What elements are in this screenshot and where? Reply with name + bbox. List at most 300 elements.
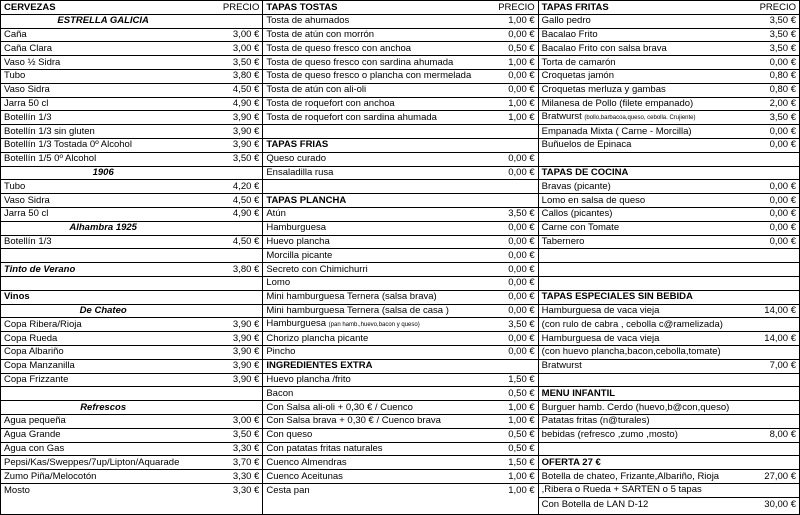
item-name xyxy=(539,208,742,221)
item-name xyxy=(1,15,205,28)
item-price: 3,50 € xyxy=(769,111,796,123)
item-price: 0,00 € xyxy=(508,346,535,358)
item-name-text: Botella de chateo, Frizante,Albariño, Rioja xyxy=(541,470,720,482)
item-name-text: TAPAS TOSTAS xyxy=(266,1,338,13)
item-price: 3,30 € xyxy=(232,443,260,454)
brand-heading-row xyxy=(1,401,262,415)
item-price: 0,00 € xyxy=(769,208,796,220)
item-name xyxy=(1,222,205,235)
item-price: 0,00 € xyxy=(508,167,535,179)
section-heading-row xyxy=(539,291,799,305)
item-name-text: Con Salsa ali-oli + 0,30 € / Cuenco xyxy=(266,401,413,413)
item-name-text: Hamburguesa xyxy=(266,318,327,329)
item-price: 0,00 € xyxy=(508,249,535,261)
item-price: 3,50 € xyxy=(769,15,796,27)
item-name xyxy=(1,470,205,483)
item-name xyxy=(1,84,205,97)
item-name xyxy=(263,429,480,442)
item-name xyxy=(1,429,205,442)
item-name xyxy=(263,415,480,428)
menu-item-row xyxy=(263,29,537,43)
item-name-text: Lomo xyxy=(266,277,291,289)
menu-item-row xyxy=(263,249,537,263)
item-price: 3,90 € xyxy=(232,111,260,123)
item-name-text: Mosto xyxy=(4,484,30,496)
item-price: 0,00 € xyxy=(508,222,535,234)
menu-item-row xyxy=(539,249,799,263)
item-name-text: Croquetas merluza y gambas xyxy=(541,84,666,96)
item-name-text: Bratwurst xyxy=(541,360,582,372)
menu-item-row xyxy=(1,332,262,346)
item-name-text: Copa Rueda xyxy=(4,332,58,344)
column-tapas-tostas xyxy=(263,1,538,514)
item-name xyxy=(539,360,742,373)
section-heading-row xyxy=(539,167,799,181)
item-name xyxy=(539,470,742,483)
item-name-text: (con rulo de cabra , cebolla c@ramelizada) xyxy=(541,318,723,330)
item-name xyxy=(1,1,205,14)
item-name xyxy=(539,180,742,193)
item-name-text: Vinos xyxy=(4,291,30,303)
menu-item-row xyxy=(1,346,262,360)
item-name xyxy=(539,56,742,69)
item-name-text: Tabernero xyxy=(541,236,585,248)
item-price: 1,00 € xyxy=(508,415,535,427)
item-price: 0,80 € xyxy=(769,70,796,82)
item-name-text: Refrescos xyxy=(80,401,127,413)
item-price: 14,00 € xyxy=(764,332,796,344)
item-name xyxy=(263,401,480,414)
price-header: PRECIO xyxy=(222,1,260,13)
menu-item-row xyxy=(263,98,537,112)
item-name xyxy=(263,318,480,332)
menu-item-row xyxy=(539,180,799,194)
item-price: 3,50 € xyxy=(769,42,796,54)
menu-item-row xyxy=(539,111,799,125)
menu-item-row xyxy=(1,125,262,139)
item-name-text: TAPAS FRITAS xyxy=(541,1,609,13)
item-name-text: ESTRELLA GALICIA xyxy=(57,15,149,27)
item-price: 4,90 € xyxy=(232,98,260,110)
brand-heading-row xyxy=(1,167,262,181)
menu-item-row xyxy=(539,360,799,374)
menu-item-row xyxy=(263,277,537,291)
item-name-text: Caña Clara xyxy=(4,42,53,54)
menu-item-row xyxy=(1,29,262,43)
item-price: 3,30 € xyxy=(232,484,260,496)
item-name xyxy=(539,167,742,180)
item-name xyxy=(263,443,480,456)
item-name xyxy=(1,125,205,138)
item-name xyxy=(1,42,205,55)
item-name xyxy=(1,456,205,469)
item-price: 3,90 € xyxy=(232,360,260,372)
item-price: 0,00 € xyxy=(508,305,535,317)
item-name-text: TAPAS DE COCINA xyxy=(541,167,629,179)
menu-item-row xyxy=(539,443,799,457)
item-name xyxy=(1,98,205,111)
item-name-text: Lomo en salsa de queso xyxy=(541,194,646,206)
menu-item-row xyxy=(263,415,537,429)
item-price: 3,50 € xyxy=(232,429,260,441)
menu-item-row xyxy=(263,263,537,277)
menu-item-row xyxy=(263,456,537,470)
item-name-text: Copa Manzanilla xyxy=(4,360,75,372)
menu-item-row xyxy=(263,42,537,56)
item-name-text: Mini hamburguesa Ternera (salsa de casa ) xyxy=(266,305,449,317)
section-heading-row xyxy=(539,387,799,401)
menu-item-row xyxy=(1,139,262,153)
section-heading-row xyxy=(1,291,262,305)
item-name xyxy=(539,222,742,235)
menu-item-row xyxy=(1,84,262,98)
item-name-text: Caña xyxy=(4,29,27,41)
item-name xyxy=(263,139,480,152)
item-name xyxy=(263,291,480,304)
item-price: 1,00 € xyxy=(508,401,535,413)
item-name-text: Atún xyxy=(266,208,286,220)
item-name-text: Tosta de queso fresco con sardina ahumada xyxy=(266,56,454,68)
item-name xyxy=(1,180,205,193)
item-price: 0,00 € xyxy=(769,194,796,206)
item-name xyxy=(539,111,742,125)
brand-heading-row xyxy=(1,15,262,29)
item-price: 0,00 € xyxy=(508,70,535,82)
item-price: 3,30 € xyxy=(232,470,260,482)
column-drinks xyxy=(1,1,263,514)
item-name-text: Agua Grande xyxy=(4,429,61,441)
item-name xyxy=(263,346,480,359)
menu-item-row xyxy=(539,263,799,277)
menu-item-row xyxy=(539,42,799,56)
item-name-text: Copa Ribera/Rioja xyxy=(4,318,82,330)
item-price: 0,00 € xyxy=(508,153,535,165)
item-name-text: Patatas fritas (n@turales) xyxy=(541,415,650,427)
item-name-text: OFERTA 27 € xyxy=(541,456,601,468)
item-name xyxy=(1,194,205,207)
item-name xyxy=(263,374,480,387)
menu-item-row xyxy=(539,277,799,291)
item-price: 0,00 € xyxy=(508,236,535,248)
item-price: 4,50 € xyxy=(232,236,260,248)
menu-item-row xyxy=(539,346,799,360)
item-name xyxy=(539,415,742,428)
menu-item-row xyxy=(263,208,537,222)
menu-item-row xyxy=(539,194,799,208)
item-name-text: Jarra 50 cl xyxy=(4,98,49,110)
item-name xyxy=(263,222,480,235)
menu-item-row xyxy=(263,346,537,360)
item-price: 1,00 € xyxy=(508,111,535,123)
item-name-text: Tosta de roquefort con sardina ahumada xyxy=(266,111,437,123)
item-price: 3,00 € xyxy=(232,415,260,427)
menu-item-row xyxy=(1,194,262,208)
item-name-text: Bacalao Frito xyxy=(541,29,598,41)
item-name xyxy=(1,153,205,166)
item-name-text: Botellín 1/3 xyxy=(4,236,52,248)
menu-item-row xyxy=(1,374,262,388)
menu-item-row xyxy=(263,291,537,305)
item-name xyxy=(539,332,742,345)
item-name-text: Tubo xyxy=(4,180,26,192)
item-name-text: CERVEZAS xyxy=(4,1,56,13)
menu-item-row xyxy=(1,443,262,457)
item-price: 1,00 € xyxy=(508,15,535,27)
item-price: 3,50 € xyxy=(508,208,535,220)
item-name xyxy=(1,346,205,359)
item-name xyxy=(1,318,205,331)
item-price: 1,00 € xyxy=(508,484,535,496)
item-price: 3,80 € xyxy=(232,263,260,275)
menu-item-row xyxy=(263,70,537,84)
menu-item-row xyxy=(263,401,537,415)
item-name-text: Ensaladilla rusa xyxy=(266,167,334,179)
menu-item-row xyxy=(263,318,537,332)
item-name xyxy=(263,98,480,111)
menu-item-row xyxy=(539,470,799,484)
brand-heading-row xyxy=(1,305,262,319)
item-name xyxy=(539,194,742,207)
item-name-text: Chorizo plancha picante xyxy=(266,332,369,344)
menu-item-row xyxy=(263,236,537,250)
item-price: 0,00 € xyxy=(508,291,535,303)
menu-item-row xyxy=(539,415,799,429)
item-price: 1,50 € xyxy=(508,456,535,468)
item-name-text: Botellín 1/3 Tostada 0º Alcohol xyxy=(4,139,132,151)
item-name-text: Con queso xyxy=(266,429,313,441)
item-name xyxy=(539,98,742,111)
item-price: 1,00 € xyxy=(508,98,535,110)
section-heading-row xyxy=(263,360,537,374)
item-name-text: Botellín 1/3 sin gluten xyxy=(4,125,95,137)
item-name-text: Gallo pedro xyxy=(541,15,591,27)
item-name xyxy=(263,456,480,469)
item-name-text: Secreto con Chimichurri xyxy=(266,263,368,275)
menu-item-row xyxy=(263,56,537,70)
item-name-text: Tosta de atún con ali-oli xyxy=(266,84,367,96)
item-name xyxy=(263,387,480,400)
item-name-text: Buñuelos de Epinaca xyxy=(541,139,632,151)
item-name xyxy=(539,305,742,318)
item-price: 3,90 € xyxy=(232,374,260,386)
menu-item-row xyxy=(539,70,799,84)
menu-item-row xyxy=(263,167,537,181)
item-name xyxy=(539,125,742,138)
item-name-text: Hamburguesa de vaca vieja xyxy=(541,305,660,317)
item-name xyxy=(263,56,480,69)
item-price: 3,50 € xyxy=(232,56,260,68)
menu-item-row xyxy=(1,236,262,250)
menu-item-row xyxy=(263,470,537,484)
item-name xyxy=(539,29,742,42)
item-name xyxy=(263,208,480,221)
item-price: 0,00 € xyxy=(769,56,796,68)
item-name-text: Bratwurst xyxy=(541,111,582,122)
item-name xyxy=(1,56,205,69)
menu-item-row xyxy=(263,305,537,319)
item-price: 0,00 € xyxy=(769,236,796,248)
item-name xyxy=(1,484,205,498)
item-price: 8,00 € xyxy=(769,429,796,441)
item-price: 4,20 € xyxy=(232,180,260,192)
menu-item-row xyxy=(1,208,262,222)
menu-item-row xyxy=(1,277,262,291)
item-name xyxy=(263,111,480,124)
item-name-text: Jarra 50 cl xyxy=(4,208,49,220)
item-name xyxy=(1,443,205,456)
menu-item-row xyxy=(539,401,799,415)
item-name xyxy=(1,332,205,345)
menu-item-row xyxy=(1,180,262,194)
menu-item-row xyxy=(539,374,799,388)
menu-item-row xyxy=(263,180,537,194)
item-price: 3,90 € xyxy=(232,125,260,137)
item-name-text: Burguer hamb. Cerdo (huevo,b@con,queso) xyxy=(541,401,730,413)
item-name-text: Croquetas jamón xyxy=(541,70,615,82)
column-header-row xyxy=(1,1,262,15)
item-name-text: De Chateo xyxy=(79,305,127,317)
item-name-text: Tosta de queso fresco con anchoa xyxy=(266,42,412,54)
menu-item-row xyxy=(263,15,537,29)
item-price: 0,00 € xyxy=(508,84,535,96)
item-name-text: Hamburguesa xyxy=(266,222,327,234)
item-name-text: Cuenco Aceitunas xyxy=(266,470,343,482)
item-price: 3,90 € xyxy=(232,346,260,358)
item-name-text: Copa Frizzante xyxy=(4,374,69,386)
item-name-text: Callos (picantes) xyxy=(541,208,613,220)
item-name-text: Cuenco Almendras xyxy=(266,456,347,468)
item-price: 3,50 € xyxy=(232,153,260,165)
menu-item-row xyxy=(1,456,262,470)
item-name-text: Huevo plancha xyxy=(266,236,330,248)
menu-item-row xyxy=(1,470,262,484)
item-name-text: Bravas (picante) xyxy=(541,180,611,192)
item-price: 0,00 € xyxy=(769,139,796,151)
item-name-text: TAPAS ESPECIALES SIN BEBIDA xyxy=(541,291,693,303)
item-name-text: Botellín 1/5 0º Alcohol xyxy=(4,153,97,165)
menu-item-row xyxy=(539,153,799,167)
item-price: 0,50 € xyxy=(508,387,535,399)
item-name xyxy=(263,84,480,97)
item-name-text: Torta de camarón xyxy=(541,56,616,68)
menu-item-row xyxy=(539,56,799,70)
menu-item-row xyxy=(539,139,799,153)
menu-item-row xyxy=(539,318,799,332)
item-name xyxy=(263,153,480,166)
item-name-text: Bacon xyxy=(266,387,294,399)
item-name-text: Con Botella de LAN D-12 xyxy=(541,498,649,510)
item-price: 3,00 € xyxy=(232,29,260,41)
column-header-row xyxy=(539,1,799,15)
item-name xyxy=(263,277,480,290)
item-name xyxy=(1,263,205,276)
item-price: 0,50 € xyxy=(508,429,535,441)
item-name xyxy=(539,429,742,442)
item-name xyxy=(1,208,205,221)
item-price: 30,00 € xyxy=(764,498,796,510)
column-header-row xyxy=(263,1,537,15)
column-tapas-fritas xyxy=(539,1,799,514)
item-price: 4,90 € xyxy=(232,208,260,220)
item-name-text: Empanada Mixta ( Carne - Morcilla) xyxy=(541,125,692,137)
item-name xyxy=(539,291,742,304)
item-name xyxy=(539,456,742,469)
menu-item-row xyxy=(539,84,799,98)
brand-heading-row xyxy=(1,222,262,236)
item-price: 27,00 € xyxy=(764,470,796,482)
item-price: 3,80 € xyxy=(232,70,260,82)
brand-heading-row xyxy=(1,263,262,277)
item-name-text: Mini hamburguesa Ternera (salsa brava) xyxy=(266,291,437,303)
item-name xyxy=(263,42,480,55)
item-name-text: Tosta de atún con morrón xyxy=(266,29,375,41)
item-name-text: Con patatas fritas naturales xyxy=(266,443,383,454)
item-name xyxy=(539,236,742,249)
item-name xyxy=(263,194,480,207)
item-name-text: Milanesa de Pollo (filete empanado) xyxy=(541,98,694,110)
item-name-text: Queso curado xyxy=(266,153,327,165)
item-price: 1,00 € xyxy=(508,56,535,68)
menu-item-row xyxy=(263,111,537,125)
item-name xyxy=(1,111,205,124)
item-price: 3,90 € xyxy=(232,318,260,330)
menu-item-row xyxy=(1,56,262,70)
menu-item-row xyxy=(539,429,799,443)
item-name xyxy=(263,236,480,249)
menu-item-row xyxy=(1,70,262,84)
item-name xyxy=(1,291,205,304)
item-name xyxy=(263,332,480,345)
item-name-text: (con huevo plancha,bacon,cebolla,tomate) xyxy=(541,346,721,358)
item-name-text: Carne con Tomate xyxy=(541,222,620,234)
item-price: 0,00 € xyxy=(769,222,796,234)
item-name xyxy=(1,305,205,318)
menu-item-row xyxy=(1,360,262,374)
item-price: 4,50 € xyxy=(232,84,260,96)
item-name-text: Cesta pan xyxy=(266,484,310,496)
item-price: 0,50 € xyxy=(508,443,535,454)
menu-item-row xyxy=(263,222,537,236)
item-name xyxy=(539,498,742,512)
item-name-text: Vaso ½ Sidra xyxy=(4,56,61,68)
item-name xyxy=(539,15,742,28)
item-price: 3,70 € xyxy=(232,456,260,468)
item-price: 0,80 € xyxy=(769,84,796,96)
menu-item-row xyxy=(539,236,799,250)
menu-item-row xyxy=(539,98,799,112)
item-price: 2,00 € xyxy=(769,98,796,110)
item-name-text: Con Salsa brava + 0,30 € / Cuenco brava xyxy=(266,415,441,427)
item-name xyxy=(539,42,742,55)
item-name-text: Vaso Sidra xyxy=(4,84,50,96)
item-name-text: Pincho xyxy=(266,346,296,358)
item-name xyxy=(539,484,742,497)
item-name xyxy=(263,305,480,318)
item-price: 1,50 € xyxy=(508,374,535,386)
item-name xyxy=(539,84,742,97)
item-name xyxy=(263,15,480,28)
item-name-text: Huevo plancha /frito xyxy=(266,374,351,386)
item-name-text: Tubo xyxy=(4,70,26,82)
item-name xyxy=(539,1,742,14)
item-name-text: TAPAS FRIAS xyxy=(266,139,329,151)
menu-item-row xyxy=(1,387,262,401)
item-name-text: Agua con Gas xyxy=(4,443,65,454)
item-name xyxy=(539,70,742,83)
item-name xyxy=(1,401,205,414)
item-name-text: 1906 xyxy=(92,167,114,179)
item-name xyxy=(539,346,742,359)
